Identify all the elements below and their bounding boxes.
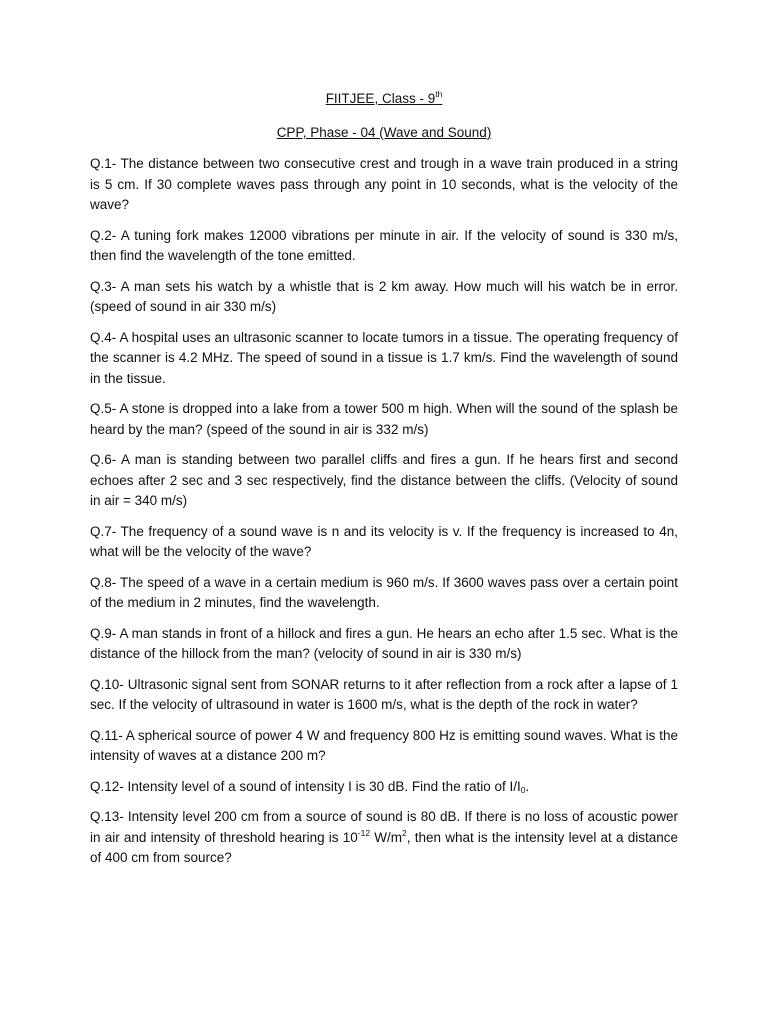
question-12-subscript: 0 — [520, 784, 526, 795]
question-11: Q.11- A spherical source of power 4 W and frequency 800 Hz is emitting sound waves. What is the intensity of waves at a distance 200 m? — [90, 727, 678, 763]
question-9: Q.9- A man stands in front of a hillock and fires a gun. He hears an echo after 1.5 sec. What is the distance of the hillock from the man? (velocity of sound in air is 330 m/s) — [90, 625, 678, 661]
question-7: Q.7- The frequency of a sound wave is n and its velocity is v. If the frequency is increased to 4n, what will be the velocity of the wave? — [90, 523, 678, 559]
question-13-exponent: -12 — [357, 827, 371, 838]
question-6: Q.6- A man is standing between two parallel cliffs and fires a gun. If he hears first and second echoes after 2 sec and 3 sec respectively, find the distance between the cliffs. (Velocity of sound in air = 340 m/s) — [90, 452, 678, 508]
question-13 — [90, 807, 678, 869]
question-13-unit: W/m — [370, 829, 403, 845]
question-13-unit-exponent: 2 — [402, 827, 407, 838]
page-title-text: FIITJEE, Class - 9 — [325, 91, 436, 106]
question-10: Q.10- Ultrasonic signal sent from SONAR returns to it after reflection from a rock after a lapse of 1 sec. If the velocity of ultrasound in water is 1600 m/s, what is the depth of the rock in water? — [90, 676, 678, 712]
page-title — [90, 90, 678, 108]
question-2: Q.2- A tuning fork makes 12000 vibrations per minute in air. If the velocity of sound is 330 m/s, then find the wavelength of the tone emitted. — [90, 227, 678, 263]
question-5: Q.5- A stone is dropped into a lake from a tower 500 m high. When will the sound of the splash be heard by the man? (speed of the sound in air is 332 m/s) — [90, 401, 678, 437]
question-13-text: Q.13- Intensity level 200 cm from a source of sound is 80 dB. If there is no loss of acoustic power in air and intensity of threshold hearing is 10 — [90, 809, 678, 845]
question-12 — [90, 777, 678, 798]
question-1: Q.1- The distance between two consecutive crest and trough in a wave train produced in a string is 5 cm. If 30 complete waves pass through any point in 10 seconds, what is the velocity of the wave? — [90, 156, 678, 212]
question-12-text-end: . — [525, 778, 530, 794]
page-subtitle: CPP, Phase - 04 (Wave and Sound) — [276, 125, 492, 140]
worksheet-page — [90, 88, 678, 879]
question-12-text: Q.12- Intensity level of a sound of intensity I is 30 dB. Find the ratio of I/I — [90, 778, 521, 794]
question-3: Q.3- A man sets his watch by a whistle that is 2 km away. How much will his watch be in error. (speed of sound in air 330 m/s) — [90, 278, 678, 314]
question-8: Q.8- The speed of a wave in a certain medium is 960 m/s. If 3600 waves pass over a certain point of the medium in 2 minutes, find the wavelength. — [90, 574, 678, 610]
page-title-superscript: th — [435, 89, 443, 99]
question-13-text-end: , then what is the intensity level at a distance of 400 cm from source? — [90, 829, 678, 865]
question-4: Q.4- A hospital uses an ultrasonic scanner to locate tumors in a tissue. The operating frequency of the scanner is 4.2 MHz. The speed of sound in a tissue is 1.7 km/s. Find the wavelength of sound in the tissue. — [90, 329, 678, 386]
